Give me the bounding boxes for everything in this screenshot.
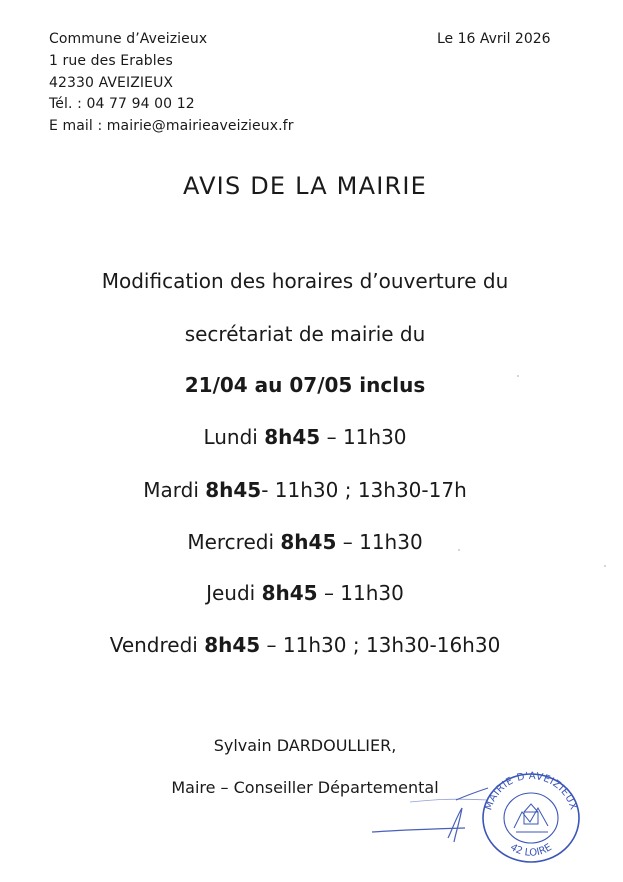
mairie-stamp-seal (478, 768, 584, 864)
handwritten-signature (370, 780, 490, 850)
schedule-rest: – 11h30 ; 13h30-16h30 (260, 633, 501, 657)
sender-name: Commune d’Aveizieux (49, 31, 208, 47)
notice-line-1: Modification des horaires d’ouverture du (101, 269, 509, 293)
schedule-rest: – 11h30 (317, 581, 404, 605)
schedule-rest: – 11h30 (336, 530, 423, 554)
sender-email: E mail : mairie@mairieaveizieux.fr (49, 118, 294, 135)
schedule-start: 8h45 (261, 581, 318, 605)
letter-date: Le 16 Avril 2026 (437, 31, 551, 47)
sender-phone: Tél. : 04 77 94 00 12 (49, 96, 195, 113)
sender-address-block (49, 29, 294, 138)
sender-city: 42330 AVEIZIEUX (49, 74, 174, 91)
svg-text:MAIRIE D'AVEIZIEUX (483, 771, 578, 812)
stamp-bottom-text: 42 LOIRE (508, 842, 554, 859)
stamp-top-text: MAIRIE D'AVEIZIEUX (483, 770, 579, 812)
schedule-start: 8h45 (280, 530, 337, 554)
schedule-day: Vendredi (109, 633, 198, 657)
schedule-row-vendredi (0, 633, 610, 657)
svg-text:42 LOIRE (508, 842, 554, 859)
schedule-start: 8h45 (205, 478, 262, 502)
schedule-row-lundi (0, 425, 610, 449)
schedule-row-jeudi (0, 581, 610, 605)
scan-speck (458, 549, 460, 551)
period-text: 21/04 au 07/05 inclus (184, 373, 426, 397)
scan-speck (517, 375, 519, 377)
sender-street: 1 rue des Erables (49, 52, 173, 69)
schedule-start: 8h45 (204, 633, 261, 657)
signatory-role: Maire – Conseiller Départemental (171, 778, 439, 797)
notice-line-2: secrétariat de mairie du (184, 322, 426, 346)
schedule-row-mardi (0, 478, 610, 502)
schedule-day: Jeudi (206, 581, 256, 605)
schedule-rest: - 11h30 ; 13h30-17h (261, 478, 467, 502)
schedule-start: 8h45 (264, 425, 321, 449)
schedule-day: Mercredi (187, 530, 275, 554)
schedule-row-mercredi (0, 530, 610, 554)
signatory-name: Sylvain DARDOULLIER, (213, 736, 397, 755)
schedule-day: Lundi (203, 425, 258, 449)
scan-speck (604, 565, 606, 567)
schedule-rest: – 11h30 (320, 425, 407, 449)
schedule-day: Mardi (143, 478, 199, 502)
page-title: AVIS DE LA MAIRIE (182, 172, 427, 200)
